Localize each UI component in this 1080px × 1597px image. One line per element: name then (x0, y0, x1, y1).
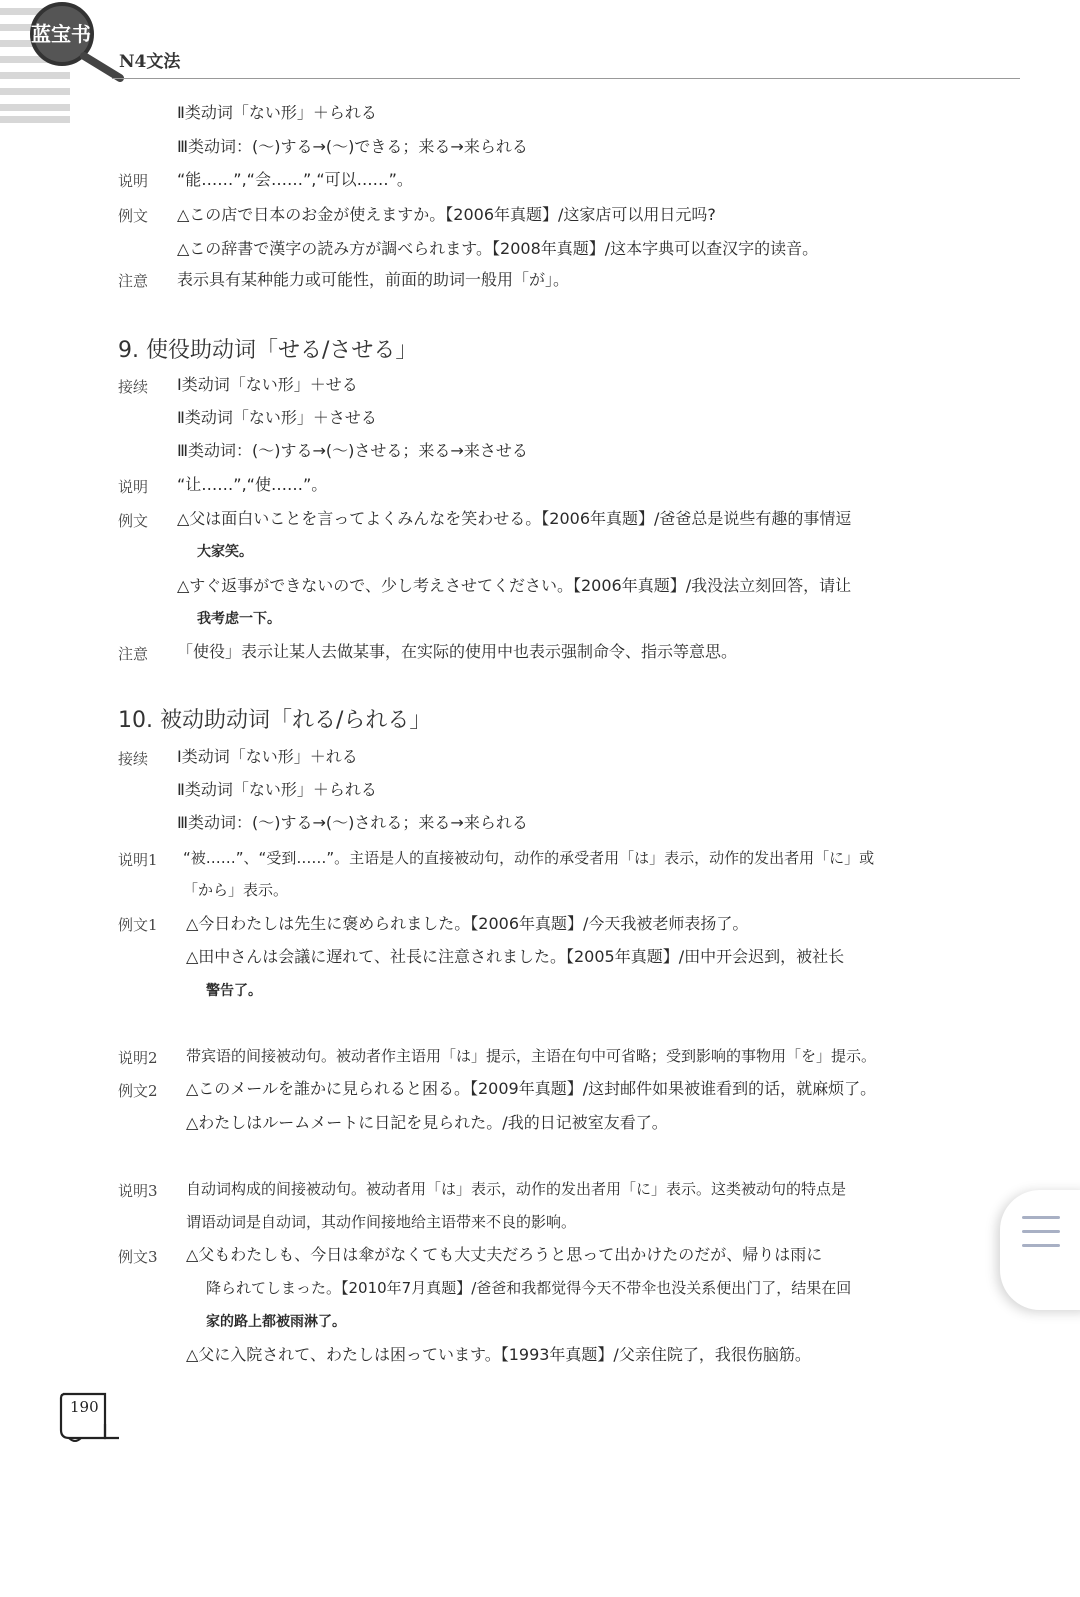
explain-text: 「から」表示。 (183, 881, 289, 899)
explain-text: “能……”,“会……”,“可以……”。 (177, 170, 413, 189)
book-title: N4文法 (119, 52, 181, 72)
conjugation-line: Ⅱ类动词「ない形」＋させる (177, 408, 377, 427)
example-translation: 警告了。 (206, 983, 262, 999)
hamburger-menu-icon (1022, 1216, 1060, 1219)
example-sentence: △今日わたしは先生に褒められました。【2006年真题】/今天我被老师表扬了。 (186, 914, 749, 933)
page-scroll-icon (55, 1388, 121, 1448)
example-label: 例文 (118, 207, 149, 225)
hamburger-menu-icon (1022, 1244, 1060, 1247)
menu-button[interactable] (1000, 1190, 1080, 1310)
example-sentence: △この店で日本のお金が使えますか。【2006年真题】/这家店可以用日元吗? (177, 205, 716, 224)
conjugation-line: Ⅲ类动词：(～)する→(～)される；来る→来られる (177, 813, 528, 832)
example-label: 例文1 (118, 916, 158, 934)
section-heading: 9. 使役助动词「せる/させる」 (118, 338, 418, 363)
example-sentence: △この辞書で漢字の読み方が調べられます。【2008年真题】/这本字典可以查汉字的读音。 (177, 239, 819, 258)
explain-text: 自动词构成的间接被动句。被动者用「は」表示，动作的发出者用「に」表示。这类被动句的特点是 (186, 1180, 847, 1198)
conjugation-line: Ⅰ类动词「ない形」＋れる (177, 747, 358, 766)
example-sentence: △父は面白いことを言ってよくみんなを笑わせる。【2006年真题】/爸爸总是说些有趣的事情逗 (177, 509, 852, 528)
explain-label: 说明3 (118, 1182, 158, 1200)
hamburger-menu-icon (1022, 1230, 1060, 1233)
explain-label: 说明 (118, 172, 149, 190)
example-translation: 我考虑一下。 (197, 611, 281, 627)
edge-strip (0, 104, 70, 111)
page-number: 190 (70, 1398, 99, 1416)
example-sentence: △父に入院されて、わたしは困っています。【1993年真题】/父亲住院了，我很伤脑筋。 (186, 1345, 811, 1364)
conj-label: 接续 (118, 750, 149, 768)
section-heading: 10. 被动助动词「れる/られる」 (118, 708, 432, 733)
conjugation-line: Ⅲ类动词：(～)する→(～)できる；来る→来られる (177, 137, 528, 156)
note-label: 注意 (118, 645, 149, 663)
example-label: 例文3 (118, 1248, 158, 1266)
edge-strip (0, 88, 70, 95)
conj-label: 接续 (118, 378, 149, 396)
conjugation-line: Ⅰ类动词「ない形」＋せる (177, 375, 358, 394)
example-translation: 大家笑。 (197, 544, 253, 560)
example-sentence: △わたしはルームメートに日記を見られた。/我的日记被室友看了。 (186, 1113, 668, 1132)
header-divider (112, 78, 1020, 79)
explain-label: 说明 (118, 478, 149, 496)
note-text: 表示具有某种能力或可能性，前面的助词一般用「が」。 (177, 270, 570, 289)
example-translation: 家的路上都被雨淋了。 (206, 1314, 346, 1330)
explain-text: 带宾语的间接被动句。被动者作主语用「は」提示，主语在句中可省略；受到影响的事物用「を」提示。 (186, 1047, 877, 1065)
note-label: 注意 (118, 272, 149, 290)
example-label: 例文 (118, 512, 149, 530)
example-sentence: △田中さんは会議に遅れて、社長に注意されました。【2005年真题】/田中开会迟到，被社长 (186, 947, 845, 966)
note-text: 「使役」表示让某人去做某事，在实际的使用中也表示强制命令、指示等意思。 (177, 642, 738, 661)
example-sentence: △このメールを誰かに見られると困る。【2009年真题】/这封邮件如果被谁看到的话，就麻烦了。 (186, 1079, 877, 1098)
explain-label: 说明1 (118, 851, 158, 869)
explain-text: “被……”、“受到……”。主语是人的直接被动句，动作的承受者用「は」表示，动作的发出者用「に」或 (183, 849, 875, 867)
example-label: 例文2 (118, 1082, 158, 1100)
edge-strip (0, 116, 70, 123)
explain-label: 说明2 (118, 1049, 158, 1067)
explain-text: “让……”,“使……”。 (177, 475, 328, 494)
conjugation-line: Ⅱ类动词「ない形」＋られる (177, 103, 377, 122)
explain-text: 谓语动词是自动词，其动作间接地给主语带来不良的影响。 (186, 1213, 577, 1231)
example-sentence: △すぐ返事ができないので、少し考えさせてください。【2006年真题】/我没法立刻回答，请让 (177, 576, 852, 595)
example-sentence: 降られてしまった。【2010年7月真题】/爸爸和我都觉得今天不带伞也没关系便出门了，结果在回 (206, 1279, 852, 1297)
logo-text: 蓝宝书 (31, 22, 91, 46)
conjugation-line: Ⅲ类动词：(～)する→(～)させる；来る→来させる (177, 441, 528, 460)
conjugation-line: Ⅱ类动词「ない形」＋られる (177, 780, 377, 799)
example-sentence: △父もわたしも、今日は傘がなくても大丈夫だろうと思って出かけたのだが、帰りは雨に (186, 1245, 823, 1264)
